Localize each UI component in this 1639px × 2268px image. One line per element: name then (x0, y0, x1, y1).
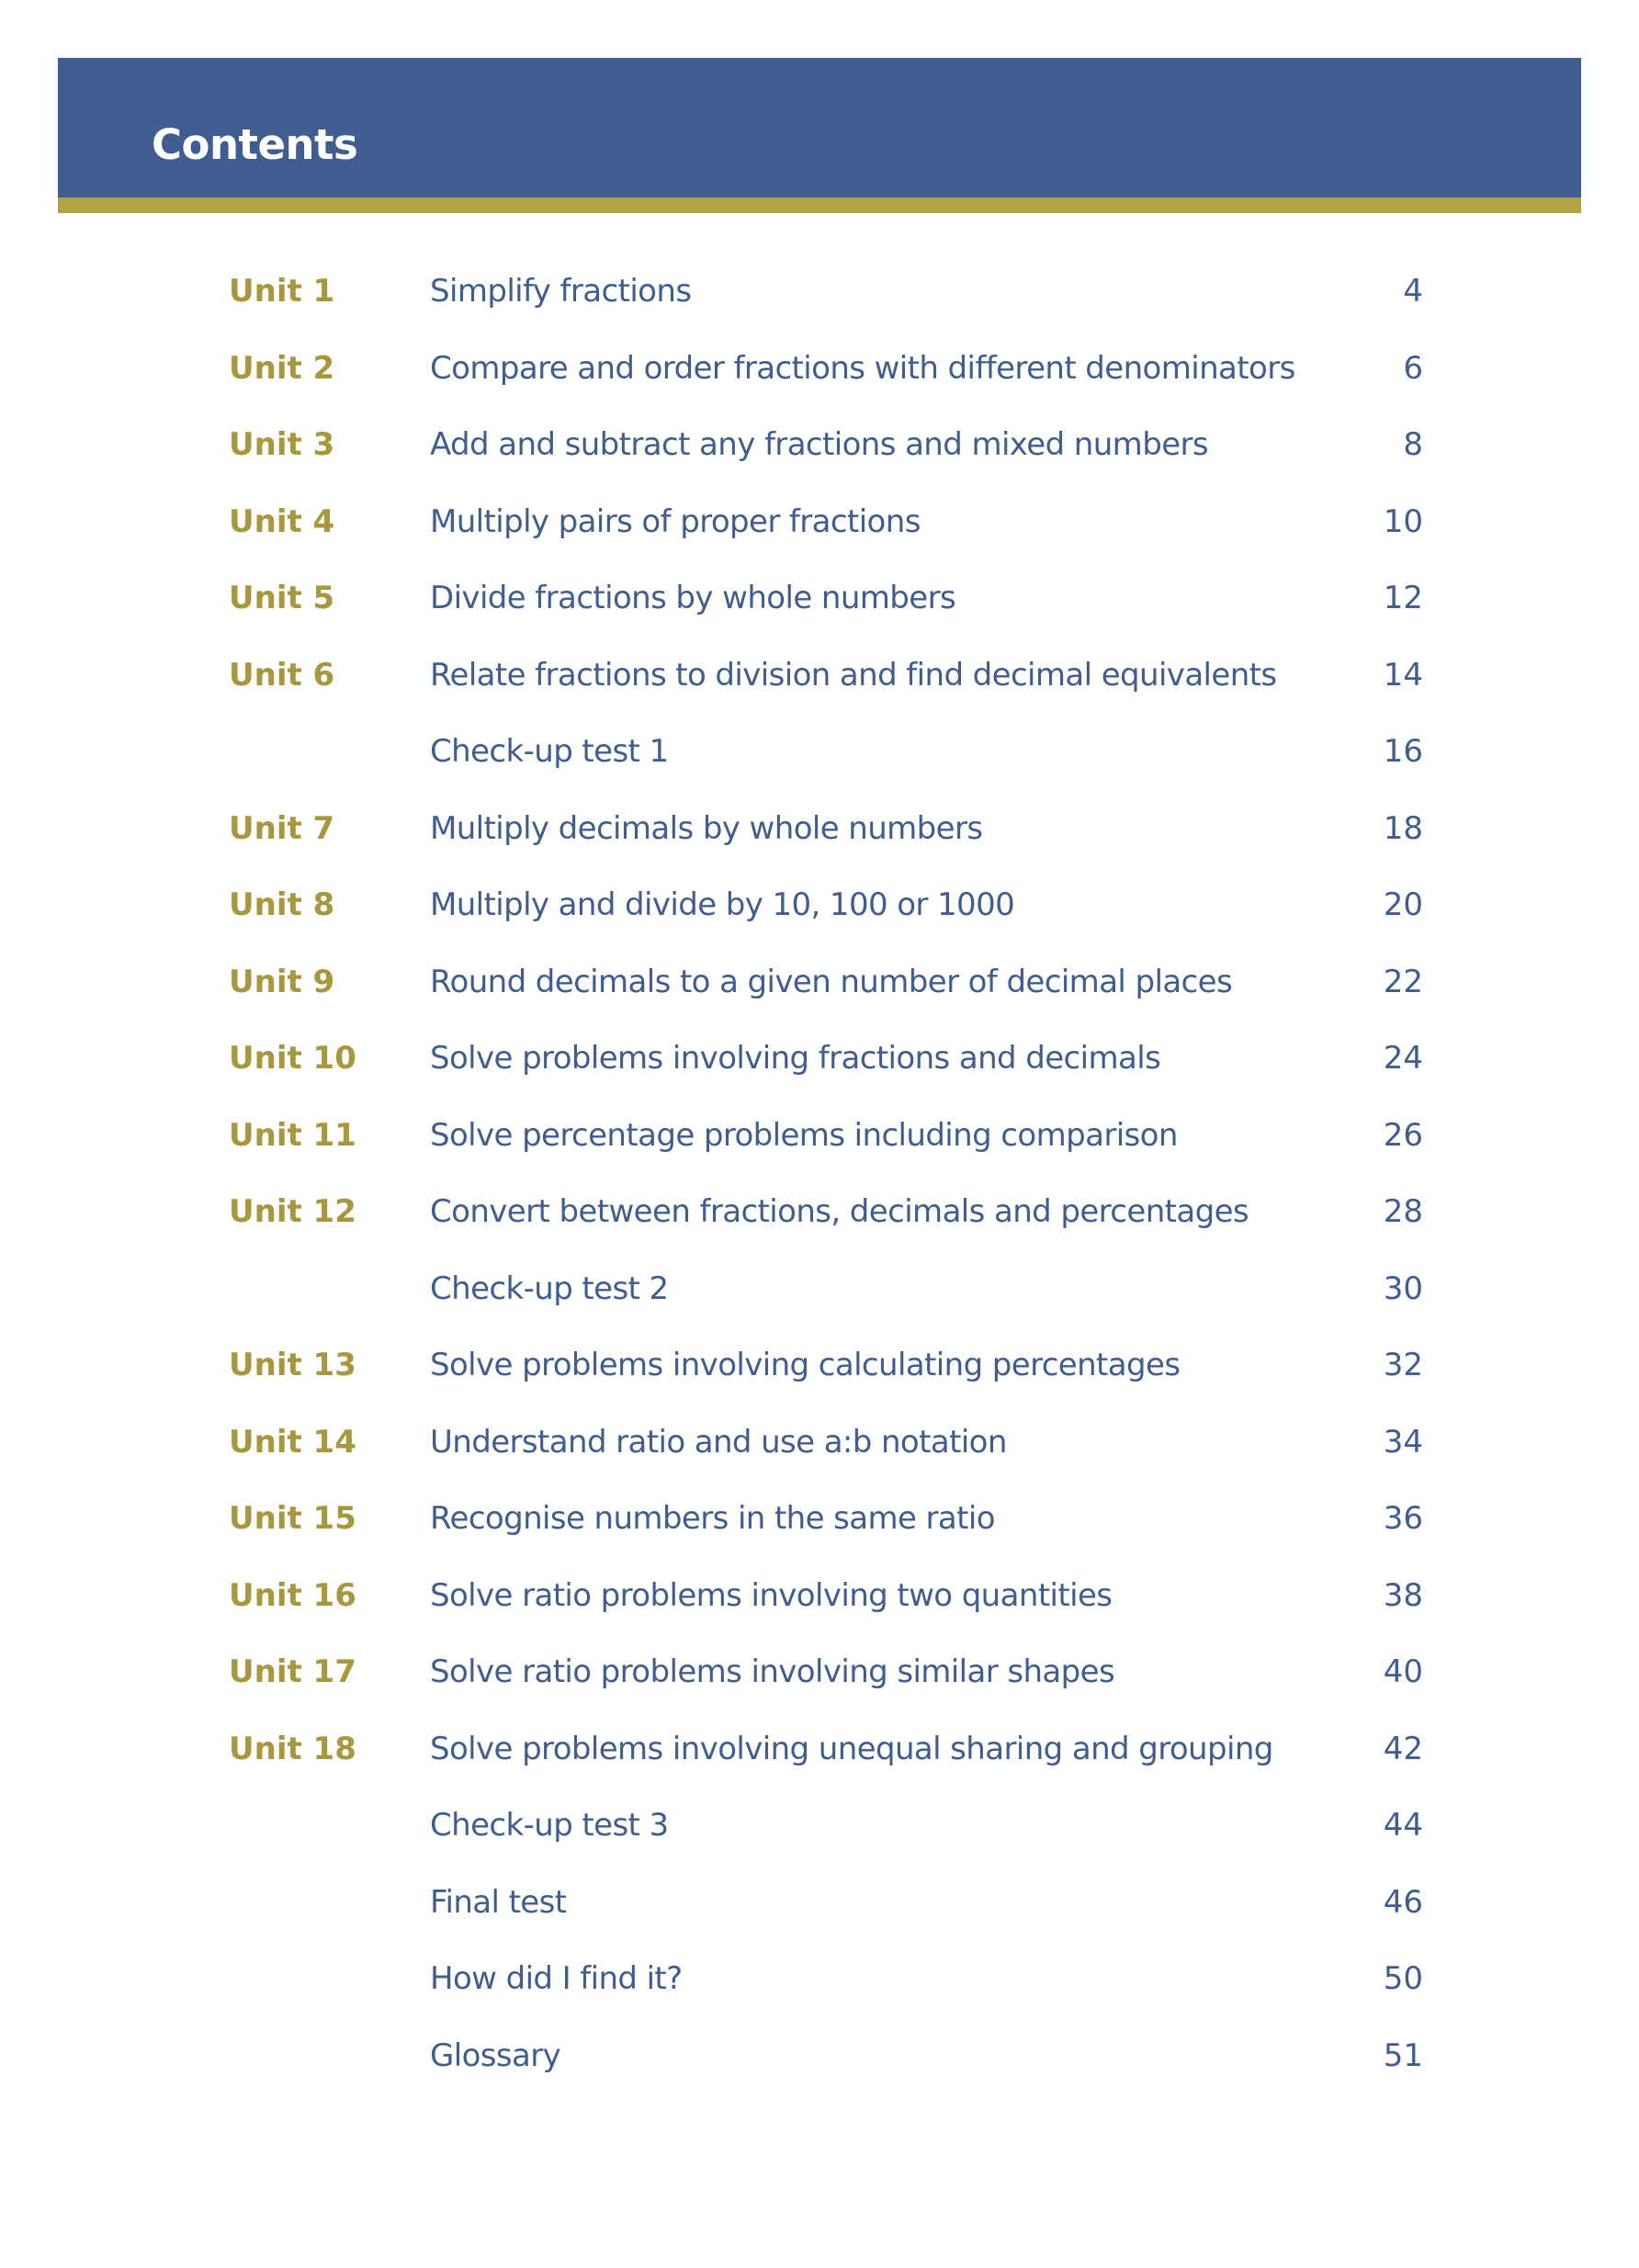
toc-page-number: 38 (1383, 1576, 1423, 1614)
toc-entry-title: Divide fractions by whole numbers (430, 580, 956, 616)
toc-page-number: 4 (1403, 273, 1423, 310)
toc-unit-label: Unit 9 (229, 963, 335, 1000)
toc-unit-label: Unit 3 (229, 426, 335, 463)
toc-entry-title: Round decimals to a given number of decimal places (430, 963, 1233, 1000)
toc-unit-label: Unit 6 (229, 656, 335, 694)
toc-page-number: 42 (1383, 1730, 1423, 1767)
toc-page-number: 24 (1383, 1040, 1423, 1077)
toc-entry-title: Add and subtract any fractions and mixed numbers (430, 426, 1208, 463)
toc-entry-title: Recognise numbers in the same ratio (430, 1500, 995, 1537)
toc-unit-label: Unit 1 (229, 273, 335, 310)
toc-row (0, 641, 1639, 718)
toc-row (0, 334, 1639, 412)
toc-page-number: 14 (1383, 656, 1423, 694)
toc-row (0, 1331, 1639, 1408)
toc-row (0, 2022, 1639, 2099)
toc-entry-title: Relate fractions to division and find decimal equivalents (430, 656, 1277, 694)
toc-row (0, 1178, 1639, 1255)
toc-page-number: 44 (1383, 1807, 1423, 1844)
toc-row (0, 411, 1639, 488)
toc-page-number: 10 (1383, 502, 1423, 540)
toc-entry-title: Solve ratio problems involving similar shapes (430, 1653, 1115, 1690)
toc-entry-title: Convert between fractions, decimals and percentages (430, 1193, 1249, 1230)
toc-entry-title: Compare and order fractions with different denominators (430, 349, 1295, 387)
toc-unit-label: Unit 11 (229, 1116, 356, 1154)
toc-page-number: 32 (1383, 1347, 1423, 1383)
toc-entry-title: Glossary (430, 2037, 561, 2074)
header-band (58, 58, 1581, 197)
toc-unit-label: Unit 12 (229, 1193, 356, 1230)
toc-row (0, 564, 1639, 641)
toc-page-number: 28 (1383, 1193, 1423, 1230)
toc-page-number: 40 (1383, 1653, 1423, 1690)
toc-unit-label: Unit 18 (229, 1730, 356, 1767)
toc-unit-label: Unit 5 (229, 580, 335, 616)
toc-row (0, 948, 1639, 1025)
toc-page-number: 34 (1383, 1423, 1423, 1461)
toc-unit-label: Unit 10 (229, 1040, 356, 1077)
toc-page-number: 16 (1383, 733, 1423, 770)
toc-page-number: 18 (1383, 809, 1423, 847)
header-rule (58, 197, 1581, 213)
toc-row (0, 795, 1639, 872)
toc-row (0, 717, 1639, 795)
toc-entry-title: Solve problems involving unequal sharing and grouping (430, 1730, 1273, 1767)
toc-page-number: 22 (1383, 963, 1423, 1000)
toc-entry-title: Simplify fractions (430, 273, 692, 310)
toc-page-number: 12 (1383, 580, 1423, 616)
toc-row (0, 871, 1639, 948)
toc-row (0, 488, 1639, 565)
toc-unit-label: Unit 8 (229, 886, 335, 923)
toc-page-number: 26 (1383, 1116, 1423, 1154)
toc-unit-label: Unit 17 (229, 1653, 356, 1690)
toc-row (0, 1715, 1639, 1792)
toc-unit-label: Unit 14 (229, 1423, 356, 1461)
toc-row (0, 1408, 1639, 1485)
toc-entry-title: Solve problems involving fractions and decimals (430, 1040, 1161, 1077)
toc-unit-label: Unit 2 (229, 349, 335, 387)
toc-page-number: 6 (1403, 349, 1423, 387)
toc-unit-label: Unit 16 (229, 1576, 356, 1614)
toc-unit-label: Unit 4 (229, 502, 335, 540)
toc-entry-title: Multiply pairs of proper fractions (430, 502, 921, 540)
toc-row (0, 1024, 1639, 1101)
toc-entry-title: Final test (430, 1883, 567, 1921)
toc-row (0, 1791, 1639, 1868)
toc-unit-label: Unit 15 (229, 1500, 356, 1537)
toc-page-number: 46 (1383, 1883, 1423, 1921)
toc-page-number: 8 (1403, 426, 1423, 463)
table-of-contents (0, 257, 1639, 2098)
toc-page-number: 30 (1383, 1269, 1423, 1307)
page-title: Contents (152, 120, 358, 169)
toc-page-number: 50 (1383, 1960, 1423, 1997)
toc-entry-title: Understand ratio and use a:b notation (430, 1423, 1007, 1461)
toc-entry-title: Multiply decimals by whole numbers (430, 809, 983, 847)
toc-entry-title: How did I find it? (430, 1960, 683, 1997)
toc-entry-title: Solve problems involving calculating percentages (430, 1347, 1181, 1383)
toc-row (0, 1868, 1639, 1946)
toc-row (0, 1101, 1639, 1179)
toc-row (0, 1638, 1639, 1715)
toc-entry-title: Multiply and divide by 10, 100 or 1000 (430, 886, 1015, 923)
toc-row (0, 257, 1639, 334)
toc-unit-label: Unit 13 (229, 1347, 356, 1383)
toc-row (0, 1484, 1639, 1562)
toc-entry-title: Check-up test 3 (430, 1807, 669, 1844)
toc-row (0, 1945, 1639, 2022)
toc-entry-title: Check-up test 2 (430, 1269, 669, 1307)
toc-unit-label: Unit 7 (229, 809, 335, 847)
toc-page-number: 36 (1383, 1500, 1423, 1537)
toc-entry-title: Solve percentage problems including comparison (430, 1116, 1178, 1154)
toc-page-number: 20 (1383, 886, 1423, 923)
toc-entry-title: Solve ratio problems involving two quantities (430, 1576, 1113, 1614)
toc-row (0, 1562, 1639, 1639)
toc-row (0, 1255, 1639, 1332)
toc-page-number: 51 (1383, 2037, 1423, 2074)
toc-entry-title: Check-up test 1 (430, 733, 669, 770)
